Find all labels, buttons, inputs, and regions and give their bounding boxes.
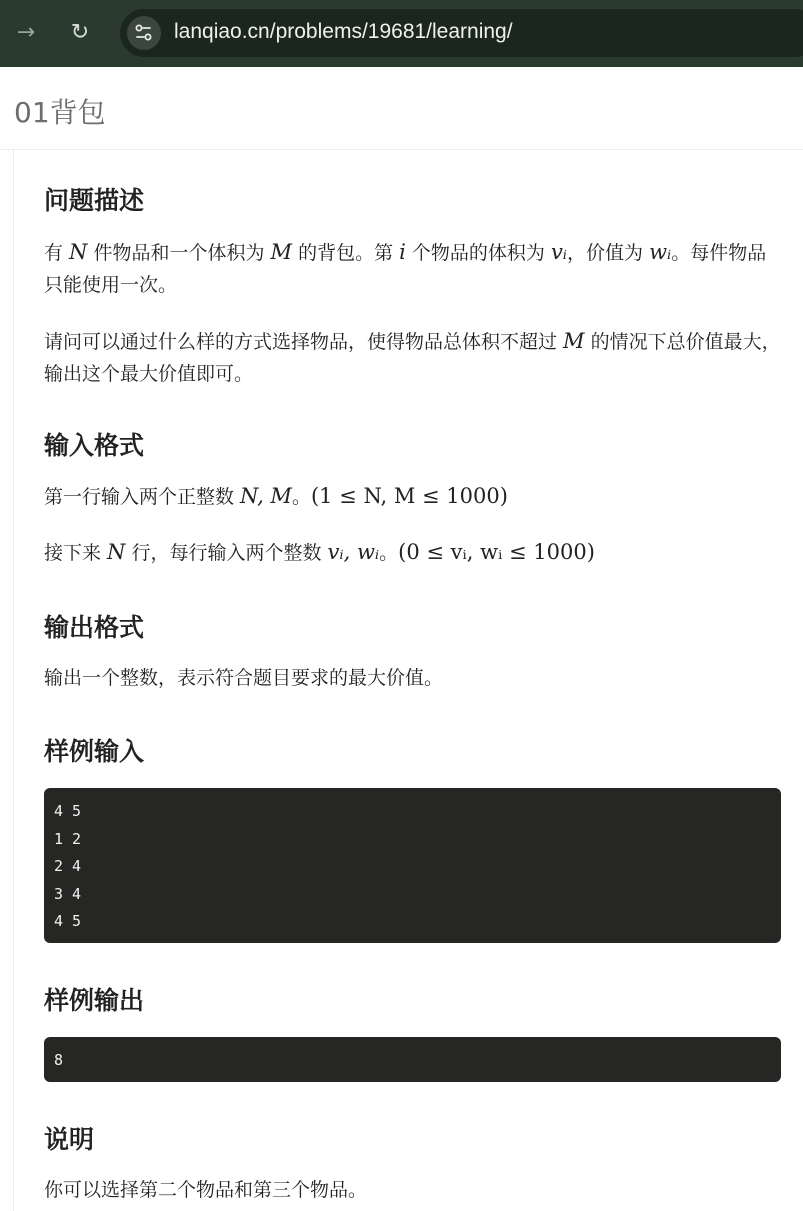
description-paragraph-1: 有 N 件物品和一个体积为 M 的背包。第 i 个物品的体积为 vᵢ，价值为 wᵢ。每件物品只能使用一次。	[44, 240, 767, 296]
section-heading-sample-output: 样例输出	[44, 986, 145, 1015]
code-line: 4 5	[54, 802, 82, 820]
sample-output-code[interactable]	[44, 1037, 781, 1082]
section-heading-sample-input: 样例输入	[44, 737, 145, 766]
section-heading-explanation: 说明	[44, 1125, 95, 1154]
section-heading-description: 问题描述	[44, 186, 145, 215]
content-divider	[13, 150, 14, 1211]
reload-icon[interactable]: ↻	[70, 20, 90, 45]
code-line: 2 4	[54, 857, 82, 875]
code-line: 1 2	[54, 829, 82, 848]
code-line: 3 4	[54, 884, 82, 903]
page-title: 01背包	[14, 96, 106, 129]
url-text[interactable]: lanqiao.cn/problems/19681/learning/	[174, 20, 513, 43]
explanation-text: 你可以选择第二个物品和第三个物品。	[44, 1179, 368, 1201]
browser-toolbar	[0, 0, 803, 67]
sample-input-code[interactable]	[44, 788, 781, 943]
site-settings-icon[interactable]	[127, 16, 161, 50]
description-paragraph-2: 请问可以通过什么样的方式选择物品，使得物品总体积不超过 M 的情况下总价值最大，输出这个最大价值即可。	[44, 329, 781, 385]
input-format-line-1: 第一行输入两个正整数 N, M。(1 ≤ N, M ≤ 1000)	[44, 484, 508, 508]
input-format-line-2: 接下来 N 行，每行输入两个整数 vᵢ, wᵢ。(0 ≤ vᵢ, wᵢ ≤ 1000)	[44, 540, 595, 564]
output-format-text: 输出一个整数，表示符合题目要求的最大价值。	[44, 667, 444, 689]
code-line: 4 5	[54, 912, 82, 930]
arrow-right-icon[interactable]: →	[16, 20, 36, 45]
address-bar[interactable]	[120, 9, 803, 57]
section-heading-input-format: 输入格式	[44, 431, 145, 460]
section-heading-output-format: 输出格式	[44, 613, 145, 642]
code-line: 8	[54, 1051, 64, 1069]
page-header	[0, 67, 803, 150]
